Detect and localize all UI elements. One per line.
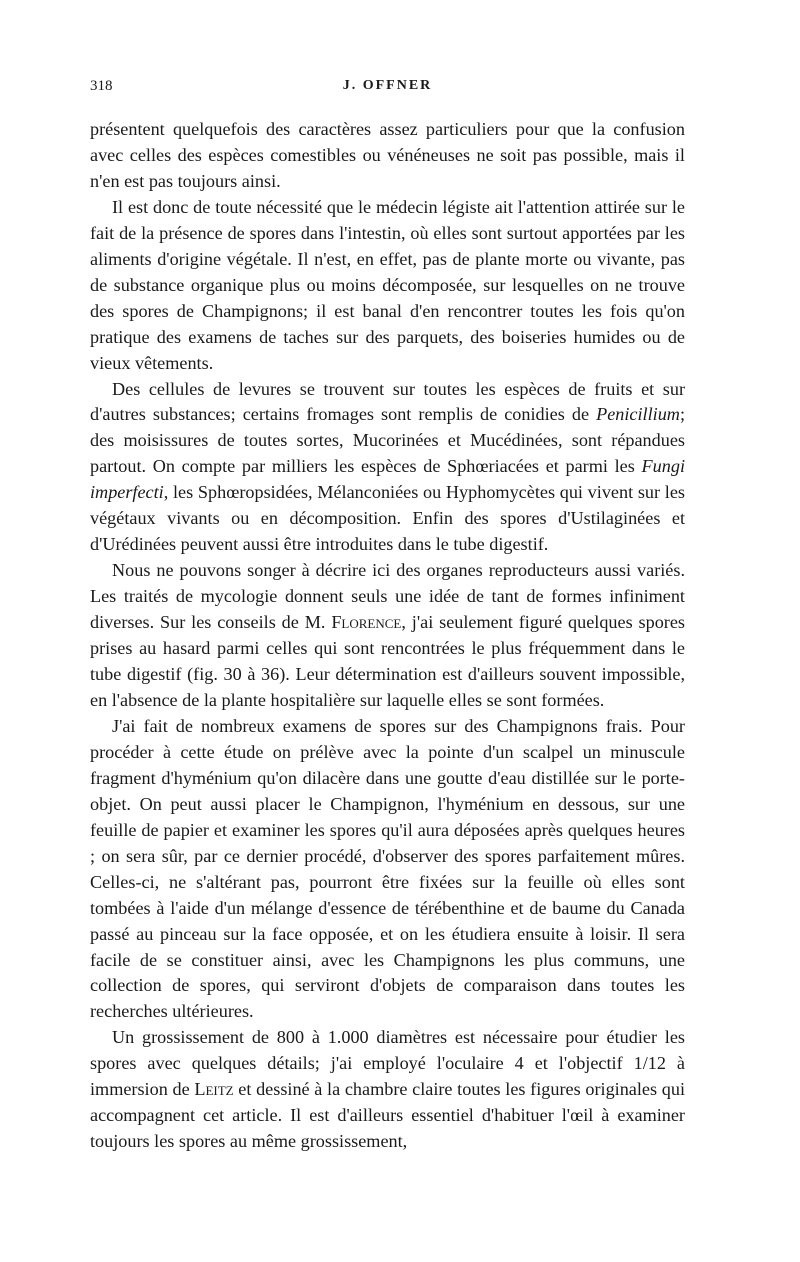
paragraph-text: et dessiné à la chambre claire toutes les figures originales qui accompagnent cet article. Il est d'ailleurs essentiel d'habituer l'œil à examiner toujours les spores au même grossissement,: [90, 1079, 686, 1152]
paragraph-text: Un grossissement de 800 à 1.000 diamètres est nécessaire pour étudier les spores avec quelques détails; j'ai employé l'oculaire 4 et l'objectif 1/12 à immersion de: [90, 1027, 685, 1100]
paragraph: [90, 558, 685, 714]
paragraph: présentent quelquefois des caractères assez particuliers pour que la confusion avec celles des espèces comestibles ou vénéneuses ne soit pas possible, mais il n'en est pas toujours ainsi.: [90, 119, 685, 191]
paragraph-text: Des cellules de levures se trouvent sur toutes les espèces de fruits et sur d'autres substances; certains fromages sont remplis de conidies de: [90, 378, 685, 425]
paragraph-text: , j'ai seulement figuré quelques spores prises au hasard parmi celles qui sont rencontrées le plus fréquemment dans le tube digestif (fig. 30 à 36). Leur détermination est d'ailleurs souvent impossible, en l'absence de la plante hospitalière sur laquelle elles se sont formées.: [90, 612, 686, 710]
body-text: [90, 117, 685, 1155]
page-number: 318: [90, 78, 113, 94]
paragraph-text: ; des moisissures de toutes sortes, Mucorinées et Mucédinées, sont répandues partout. On compte par milliers les espèces de Sphœriacées et parmi les: [90, 404, 685, 477]
paragraph: [90, 1025, 685, 1155]
genus-name: Penicillium: [596, 404, 680, 425]
paragraph: Il est donc de toute nécessité que le médecin légiste ait l'attention attirée sur le fait de la présence de spores dans l'intestin, où elles sont surtout apportées par les aliments d'origine végétale. Il n'est, en effet, pas de plante morte ou vivante, pas de substance organique plus ou moins décomposée, sur lesquelles on ne trouve des spores de Champignons; il est banal d'en rencontrer toutes les fois qu'on pratique des examens de taches sur des parquets, des boiseries humides ou de vieux vêtements.: [90, 196, 685, 373]
maker-name: Leitz: [194, 1079, 234, 1100]
running-title: J. OFFNER: [342, 78, 433, 93]
running-head: [90, 78, 685, 100]
person-name: Florence: [331, 612, 402, 633]
book-page: [90, 78, 685, 1155]
paragraph-text: Nous ne pouvons songer à décrire ici des organes reproducteurs aussi variés. Les traités de mycologie donnent seuls une idée de tant de formes infiniment diverses. Sur les conseils de M.: [90, 560, 685, 633]
paragraph: J'ai fait de nombreux examens de spores sur des Champignons frais. Pour procéder à cette étude on prélève avec la pointe d'un scalpel un minuscule fragment d'hyménium qu'on dilacère dans une goutte d'eau distillée sur le porte-objet. On peut aussi placer le Champignon, l'hyménium en dessous, sur une feuille de papier et examiner les spores qu'il aura déposées après quelques heures ; on sera sûr, par ce dernier procédé, d'observer des spores parfaitement mûres. Celles-ci, ne s'altérant pas, pourront être fixées sur la feuille où elles sont tombées à l'aide d'un mélange d'essence de térébenthine et de baume du Canada passé au pinceau sur la face opposée, et on les étudiera ensuite à loisir. Il sera facile de se constituer ainsi, avec les Champignons les plus communs, une collection de spores, qui serviront d'objets de comparaison dans toutes les recherches ultérieures.: [90, 715, 685, 1022]
paragraph: [90, 377, 685, 559]
paragraph-text: , les Sphœropsidées, Mélanconiées ou Hyphomycètes qui vivent sur les végétaux vivants ou en décomposition. Enfin des spores d'Ustilaginées et d'Urédinées peuvent aussi être introduites dans le tube digestif.: [90, 482, 685, 555]
taxon-name: Fungi imperfecti: [90, 456, 685, 503]
